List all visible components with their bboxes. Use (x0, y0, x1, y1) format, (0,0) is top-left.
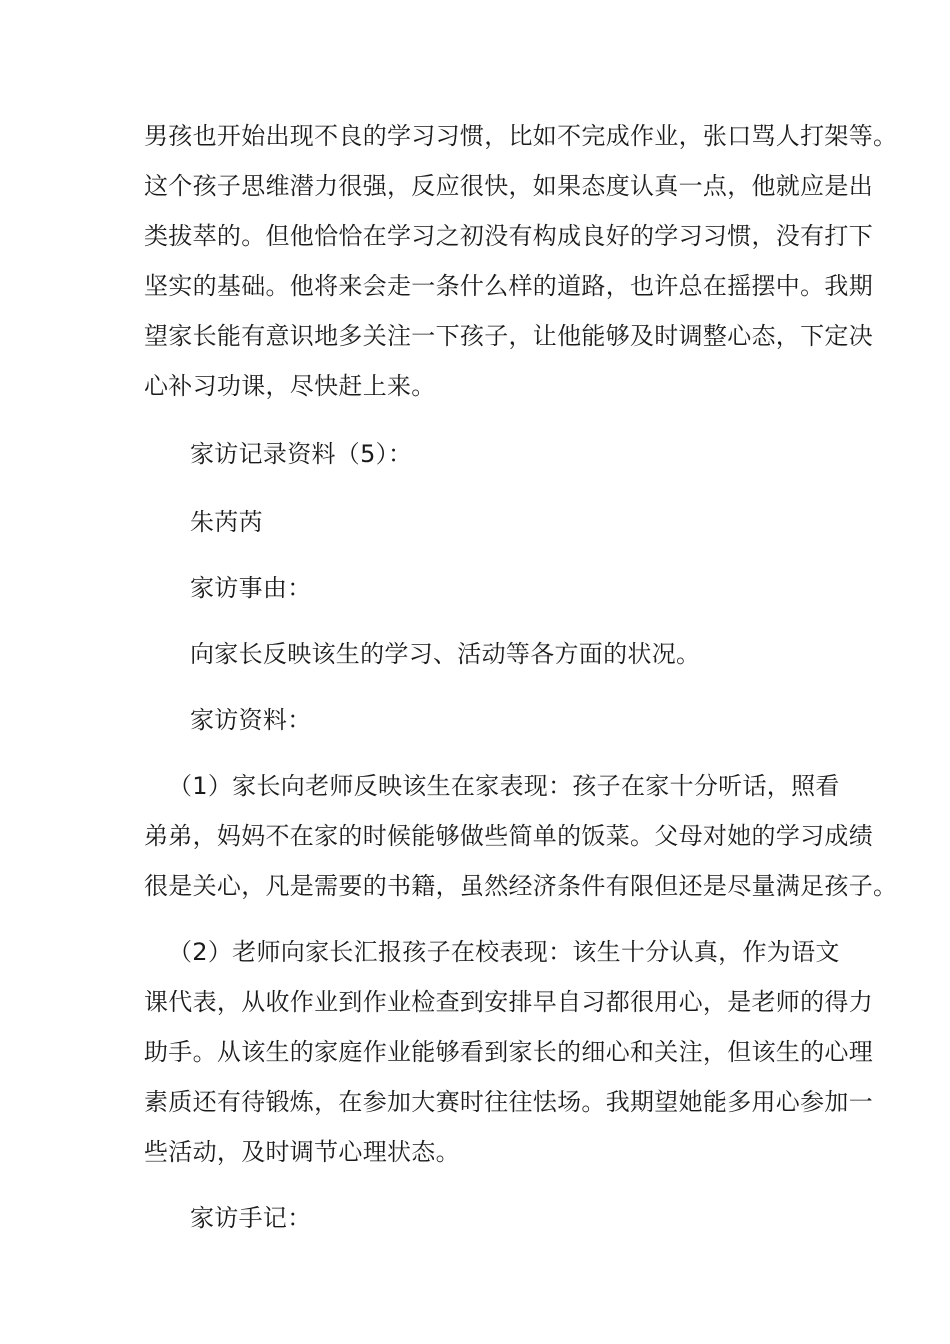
item-line: （1）家长向老师反映该生在家表现：孩子在家十分听话，照看 (168, 772, 840, 800)
reason-heading: 家访事由： (190, 574, 312, 602)
item-line: （2）老师向家长汇报孩子在校表现：该生十分认真，作为语文 (168, 938, 840, 966)
reason-text: 向家长反映该生的学习、活动等各方面的状况。 (190, 640, 701, 668)
paragraph-line: 男孩也开始出现不良的学习习惯，比如不完成作业，张口骂人打架等。 (144, 122, 898, 150)
content-heading: 家访资料： (190, 706, 312, 734)
student-name: 朱芮芮 (190, 508, 263, 536)
item-line: 很是关心，凡是需要的书籍，虽然经济条件有限但还是尽量满足孩子。 (144, 872, 898, 900)
item-line: 弟弟，妈妈不在家的时候能够做些简单的饭菜。父母对她的学习成绩 (144, 822, 873, 850)
paragraph-line: 心补习功课，尽快赶上来。 (144, 372, 436, 400)
paragraph-line: 这个孩子思维潜力很强，反应很快，如果态度认真一点，他就应是出 (144, 172, 873, 200)
paragraph-line: 类拔萃的。但他恰恰在学习之初没有构成良好的学习习惯，没有打下 (144, 222, 873, 250)
notes-heading: 家访手记： (190, 1204, 312, 1232)
item-line: 素质还有待锻炼，在参加大赛时往往怯场。我期望她能多用心参加一 (144, 1088, 873, 1116)
item-line: 课代表，从收作业到作业检查到安排早自习都很用心，是老师的得力 (144, 988, 873, 1016)
item-line: 些活动，及时调节心理状态。 (144, 1138, 460, 1166)
paragraph-line: 望家长能有意识地多关注一下孩子，让他能够及时调整心态，下定决 (144, 322, 873, 350)
item-line: 助手。从该生的家庭作业能够看到家长的细心和关注，但该生的心理 (144, 1038, 873, 1066)
paragraph-line: 坚实的基础。他将来会走一条什么样的道路，也许总在摇摆中。我期 (144, 272, 873, 300)
record-heading: 家访记录资料（5）： (190, 440, 413, 468)
